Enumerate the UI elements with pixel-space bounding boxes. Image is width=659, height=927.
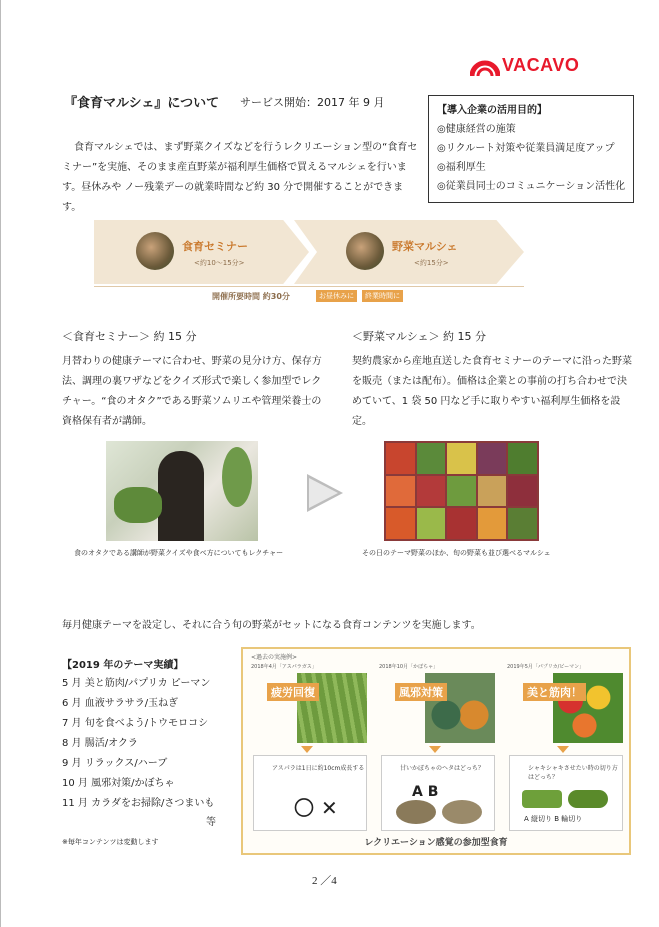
quiz-answer: A B [412,784,439,800]
flow-banner [94,218,524,308]
quiz-answer: 〇 ✕ [294,796,338,820]
monthly-text: 毎月健康テーマを設定し、それに合う旬の野菜がセットになる食育コンテンツを実施します。 [62,620,481,631]
purpose-item: ◎健康経営の施策 [437,124,516,135]
theme-item: 10 月 風邪対策/かぼちゃ [62,778,175,789]
example-panel [249,663,367,745]
logo-arc-icon [470,56,500,78]
quiz-card [253,755,367,831]
themes-note: ※毎年コンテンツは変動します [62,838,159,846]
themes-etc: 等 [206,817,216,828]
purpose-item: ◎リクルート対策や従業員満足度アップ [437,143,615,154]
seminar-lecture-photo [106,441,258,541]
themes-heading: 【2019 年のテーマ実績】 [62,660,184,671]
marche-caption: その日のテーマ野菜のほか、旬の野菜も並び選べるマルシェ [362,549,551,557]
service-start: サービス開始：2017 年 9 月 [240,96,385,109]
purpose-box [428,95,634,203]
seminar-heading: ＜食育セミナー＞ 約 15 分 [62,330,197,343]
intro-paragraph: 食育マルシェでは、まず野菜クイズなどを行うレクリエーション型の“食育セミナー”を実施、そのまま産直野菜が福利厚生価格で買えるマルシェを行います。昼休みや ノー残業デーの就業時間など約 30 分で開催することができます。 [62,142,418,213]
theme-item: 8 月 腸活/オクラ [62,738,138,749]
flow-step2-label: 野菜マルシェ [392,240,458,253]
collage-footer: レクリエーション感覚の参加型食育 [364,838,508,848]
pepper-cut-photo [568,790,608,808]
quiz-question: シャキシャキさせたい時の切り方はどっち？ [528,765,618,781]
pumpkin-stem-photo [396,800,436,824]
time-tag: お昼休みに [316,290,357,302]
theme-item: 7 月 旬を食べよう/トウモロコシ [62,718,209,729]
logo-text: VACAVO [502,55,580,75]
time-bar [94,286,524,307]
panel-month: 2018年10月「かぼちゃ」 [379,664,439,670]
example-panel [377,663,495,745]
flow-step1-sub: <約10～15分> [194,259,245,267]
flow-step1-label: 食育セミナー [182,240,248,253]
seminar-photo [136,232,174,270]
quiz-question: アスパラは1日に約10cm成長する [272,765,365,772]
panel-head: 風邪対策 [395,683,447,701]
arrow-down-icon [301,746,313,753]
page-border [0,0,1,927]
purpose-heading: 【導入企業の活用目的】 [437,105,547,116]
quiz-card [381,755,495,831]
marche-photo [346,232,384,270]
vacavo-logo [470,54,600,80]
seminar-text: 月替わりの健康テーマに合わせ、野菜の見分け方、保存方法、調理の裏ワザなどをクイズ形式で楽しく参加型でレクチャー。“食のオタク”である野菜ソムリエや管理栄養士の資格保有者が講師。 [62,356,322,427]
time-label: 開催所要時間 約30分 [212,292,290,301]
theme-item: 5 月 美と筋肉/パプリカ ピーマン [62,678,211,689]
purpose-item: ◎福利厚生 [437,162,486,173]
marche-heading: ＜野菜マルシェ＞ 約 15 分 [352,330,486,343]
panel-head: 疲労回復 [267,683,319,701]
vegetable-market-photo [384,441,539,541]
pepper-cut-photo [522,790,562,808]
purpose-item: ◎従業員同士のコミュニケーション活性化 [437,181,626,192]
page-number: 2 ／4 [312,875,337,887]
theme-item: 6 月 血液サラサラ/玉ねぎ [62,698,179,709]
time-tag: 終業時間に [362,290,403,302]
theme-item: 11 月 カラダをお掃除/さつまいも [62,798,215,809]
collage-tag: <過去の実施例> [251,654,298,661]
theme-item: 9 月 リラックス/ハーブ [62,758,168,769]
panel-month: 2018年4月「アスパラガス」 [251,664,317,670]
quiz-card [509,755,623,831]
pumpkin-stem-photo [442,800,482,824]
panel-head: 美と筋肉！ [523,683,586,701]
arrow-down-icon [557,746,569,753]
themes-list [62,674,216,832]
arrow-down-icon [429,746,441,753]
example-panel [505,663,623,745]
past-examples-collage [241,647,631,855]
page-title: 『食育マルシェ』について [64,96,220,111]
arrow-right-icon-fill [309,478,338,508]
marche-text: 契約農家から産地直送した食育セミナーのテーマに沿った野菜を販売（または配布）。価格は企業との事前の打ち合わせで決めていて、1 袋 50 円など手に取りやすい福利厚生価格を設定。 [352,356,632,427]
quiz-question: 甘いかぼちゃのヘタはどっち？ [400,765,484,772]
seminar-caption: 食のオタクである講師が野菜クイズや食べ方についてもレクチャー [74,549,284,557]
flow-step2-sub: <約15分> [414,259,449,267]
quiz-answer: A 縦切り B 輪切り [524,815,583,823]
panel-month: 2019年5月「パプリカ/ピーマン」 [507,664,585,670]
